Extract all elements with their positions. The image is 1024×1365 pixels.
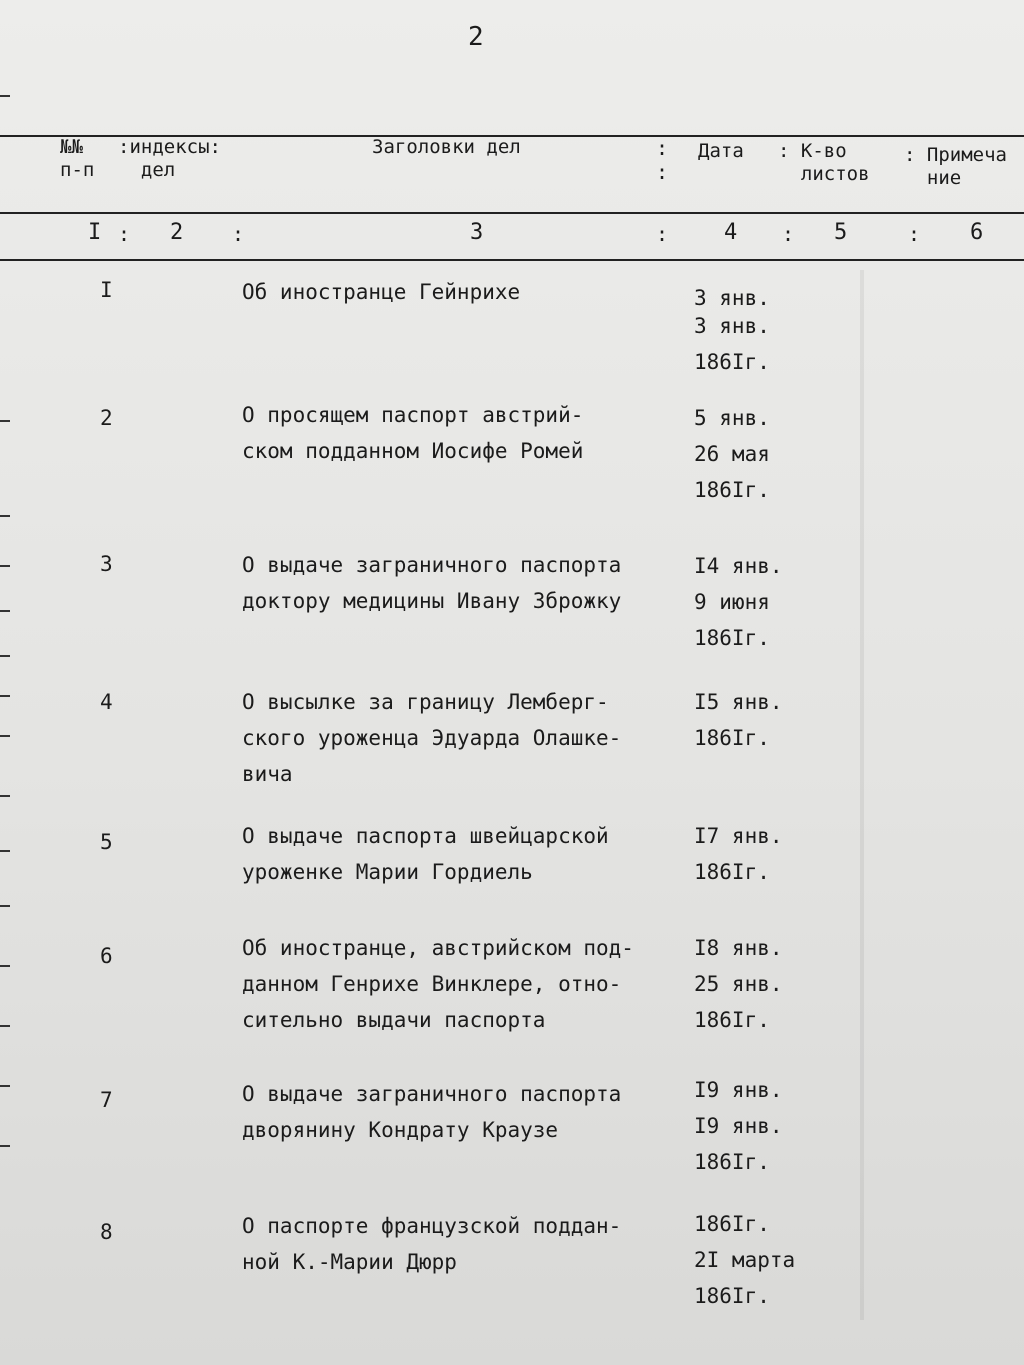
row-number: 2: [100, 406, 113, 430]
case-title: О высылке за границу Лемберг- ского уроженца Эдуарда Олашке- вича: [242, 690, 622, 786]
binding-margin: [0, 95, 10, 1365]
case-dates: 186Iг. 2I марта 186Iг.: [694, 1212, 796, 1308]
row-number: 7: [100, 1088, 113, 1112]
row-number: 5: [100, 830, 113, 854]
case-title: О выдаче паспорта швейцарской уроженке Марии Гордиель: [242, 824, 609, 884]
column-number: I: [88, 220, 102, 245]
case-title: О выдаче заграничного паспорта доктору медицины Ивану Зброжку: [242, 553, 622, 613]
row-number: 6: [100, 944, 113, 968]
header-col-number: №№ п-п: [60, 136, 95, 181]
row-number: 4: [100, 690, 113, 714]
header-col-sheets: : К-во листов: [778, 140, 870, 185]
header-mid-rule: [0, 212, 1024, 214]
column-number: 6: [970, 220, 984, 245]
case-title: Об иностранце, австрийском под- данном Генрихе Винклере, отно- сительно выдачи паспорта: [242, 936, 634, 1032]
case-dates: 5 янв. 26 мая 186Iг.: [694, 406, 770, 502]
column-number: 3: [470, 220, 484, 245]
column-number: 5: [834, 220, 848, 245]
row-number: 8: [100, 1220, 113, 1244]
column-separator: :: [908, 222, 921, 246]
column-separator: :: [118, 222, 131, 246]
row-number: I: [100, 278, 113, 302]
case-dates: I7 янв. 186Iг.: [694, 824, 783, 884]
header-col-title: Заголовки дел: [372, 136, 521, 158]
column-number: 2: [170, 220, 184, 245]
header-bottom-rule: [0, 259, 1024, 261]
column-separator: :: [656, 222, 669, 246]
case-dates: 3 янв. 3 янв. 186Iг.: [694, 286, 770, 374]
header-col-index: :индексы: дел: [118, 136, 221, 181]
case-dates: I5 янв. 186Iг.: [694, 690, 783, 750]
column-separator: :: [232, 222, 245, 246]
header-separator: : :: [656, 136, 669, 184]
column-number: 4: [724, 220, 738, 245]
case-dates: I8 янв. 25 янв. 186Iг.: [694, 936, 783, 1032]
case-title: О просящем паспорт австрий- ском подданном Иосифе Ромей: [242, 403, 584, 463]
case-title: О паспорте французской поддан- ной К.-Марии Дюрр: [242, 1214, 622, 1274]
case-dates: I9 янв. I9 янв. 186Iг.: [694, 1078, 783, 1174]
column-separator: :: [782, 222, 795, 246]
header-col-notes: : Примеча ние: [904, 144, 1007, 189]
row-number: 3: [100, 552, 113, 576]
case-title: О выдаче заграничного паспорта дворянину Кондрату Краузе: [242, 1082, 622, 1142]
header-col-date: Дата: [698, 140, 744, 162]
bleed-through-column: [860, 270, 864, 1320]
page-number: 2: [468, 22, 484, 52]
case-dates: I4 янв. 9 июня 186Iг.: [694, 554, 783, 650]
case-title: Об иностранце Гейнрихе: [242, 280, 521, 304]
